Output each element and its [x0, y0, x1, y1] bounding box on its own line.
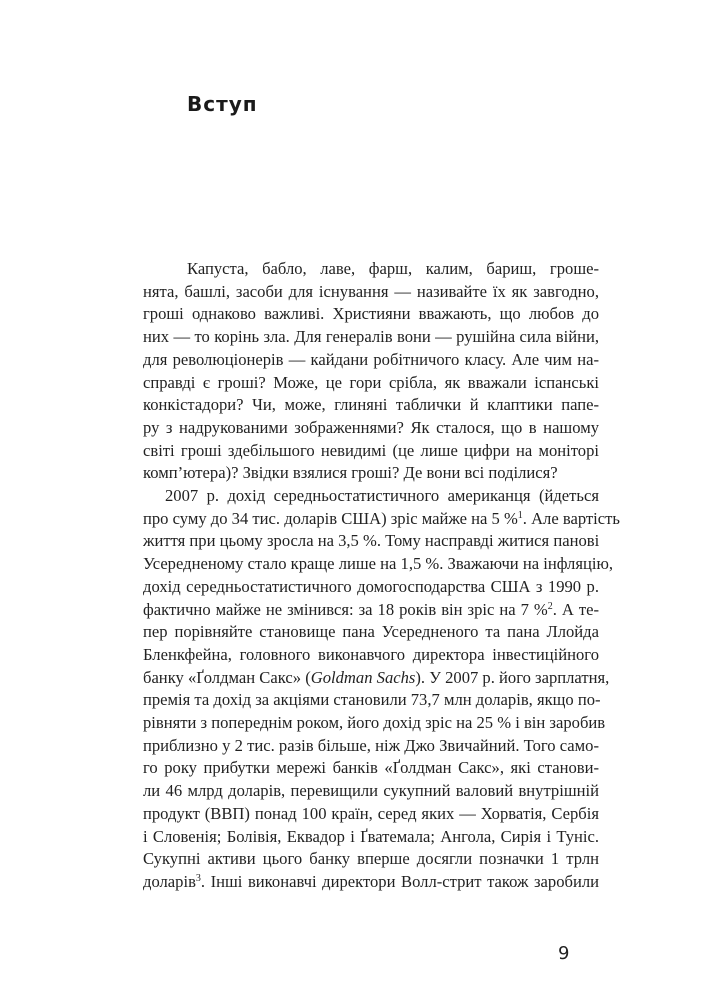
text-segment: . Інші виконавчі директори Волл-стрит також заробили — [200, 871, 599, 891]
footnote-ref: 1 — [517, 509, 523, 521]
text-segment: Капуста, бабло, лаве, фарш, калим, бариш, гроше- — [187, 259, 599, 278]
text-segment: приблизно у 2 тис. разів більше, ніж Джо Звичайний. Того само- — [143, 735, 599, 755]
text-segment: життя при цьому зросла на 3,5 %. Тому насправді житися панові — [143, 531, 600, 551]
text-line — [143, 326, 599, 349]
italic-text: Goldman Sachs — [310, 667, 416, 687]
text-segment: них — то корінь зла. Для генералів вони — рушійна сила війни, — [143, 327, 599, 347]
text-segment: ли 46 млрд доларів, перевищили сукупний валовий внутрішній — [143, 781, 599, 801]
text-segment: го року прибутки мережі банків «Ґолдман Сакс», які станови- — [143, 758, 599, 778]
text-line — [143, 281, 599, 304]
text-line — [143, 372, 599, 395]
text-line — [143, 712, 606, 735]
text-segment: Бленкфейна, головного виконавчого директора інвестиційного — [143, 644, 599, 664]
text-line — [143, 667, 610, 690]
chapter-title: Вступ — [187, 92, 258, 116]
text-line — [143, 576, 599, 599]
text-line — [143, 848, 599, 871]
text-segment: справді є гроші? Може, це гори срібла, як вважали іспанські — [143, 372, 599, 392]
text-segment: світі гроші здебільшого невидимі (це лише цифри на моніторі — [143, 440, 599, 460]
text-line — [143, 553, 613, 576]
text-line — [143, 735, 599, 758]
text-segment: Усередненому стало краще лише на 1,5 %. Зважаючи на інфляцію, — [143, 554, 613, 574]
paragraph — [143, 258, 599, 485]
text-segment: . А те- — [552, 599, 600, 619]
text-segment: банку «Ґолдман Сакс» ( — [143, 667, 311, 687]
text-line — [143, 258, 599, 281]
text-line — [143, 621, 599, 644]
text-segment: 2007 р. дохід середньостатистичного американця (йдеться — [165, 486, 599, 506]
text-line — [143, 644, 599, 667]
text-segment: і Словенія; Болівія, Еквадор і Ґватемала; Ангола, Сирія і Туніс. — [143, 826, 599, 846]
text-line — [143, 757, 599, 780]
text-line — [143, 599, 599, 622]
text-line — [143, 689, 599, 712]
text-line — [143, 485, 599, 508]
text-segment: ). У 2007 р. його зарплатня, — [415, 667, 610, 687]
footnote-ref: 2 — [547, 600, 553, 612]
text-line — [143, 462, 599, 485]
text-line — [143, 508, 620, 531]
text-segment: продукт (ВВП) понад 100 країн, серед яких — Хорватія, Сербія — [143, 803, 599, 823]
text-segment: пер порівняйте становище пана Усередненого та пана Ллойда — [143, 622, 599, 642]
text-line — [143, 871, 599, 894]
text-segment: рівняти з попереднім роком, його дохід зріс на 25 % і він заробив — [143, 713, 606, 733]
text-line — [143, 394, 599, 417]
text-line — [143, 349, 599, 372]
text-segment: конкістадори? Чи, може, глиняні таблички й клаптики папе- — [143, 395, 599, 415]
text-line — [143, 417, 599, 440]
text-segment: премія та дохід за акціями становили 73,7 млн доларів, якщо по- — [143, 690, 601, 710]
text-line — [143, 780, 599, 803]
text-segment: нята, башлі, засоби для існування — називайте їх як завгодно, — [143, 281, 599, 301]
text-segment: ру з надрукованими зображеннями? Як сталося, що в нашому — [143, 417, 599, 437]
text-line — [143, 303, 599, 326]
text-segment: фактично майже не змінився: за 18 років він зріс на 7 % — [143, 599, 548, 619]
text-line — [143, 530, 599, 553]
page-number: 9 — [558, 943, 570, 964]
text-line — [143, 440, 599, 463]
text-segment: для революціонерів — кайдани робітничого класу. Але чим на- — [143, 349, 599, 369]
text-segment: гроші однаково важливі. Християни вважають, що любов до — [143, 304, 599, 324]
body-text — [143, 258, 620, 894]
text-segment: дохід середньостатистичного домогосподарства США з 1990 р. — [143, 576, 599, 596]
text-line — [143, 803, 599, 826]
text-segment: . Але вартість — [522, 508, 620, 528]
text-segment: доларів — [143, 871, 196, 891]
text-segment: Сукупні активи цього банку вперше досягли позначки 1 трлн — [143, 849, 599, 869]
text-segment: про суму до 34 тис. доларів США) зріс майже на 5 % — [143, 508, 518, 528]
footnote-ref: 3 — [195, 872, 201, 884]
text-segment: комп’ютера)? Звідки взялися гроші? Де вони всі поділися? — [143, 463, 558, 483]
text-line — [143, 826, 599, 849]
paragraph — [143, 485, 620, 894]
